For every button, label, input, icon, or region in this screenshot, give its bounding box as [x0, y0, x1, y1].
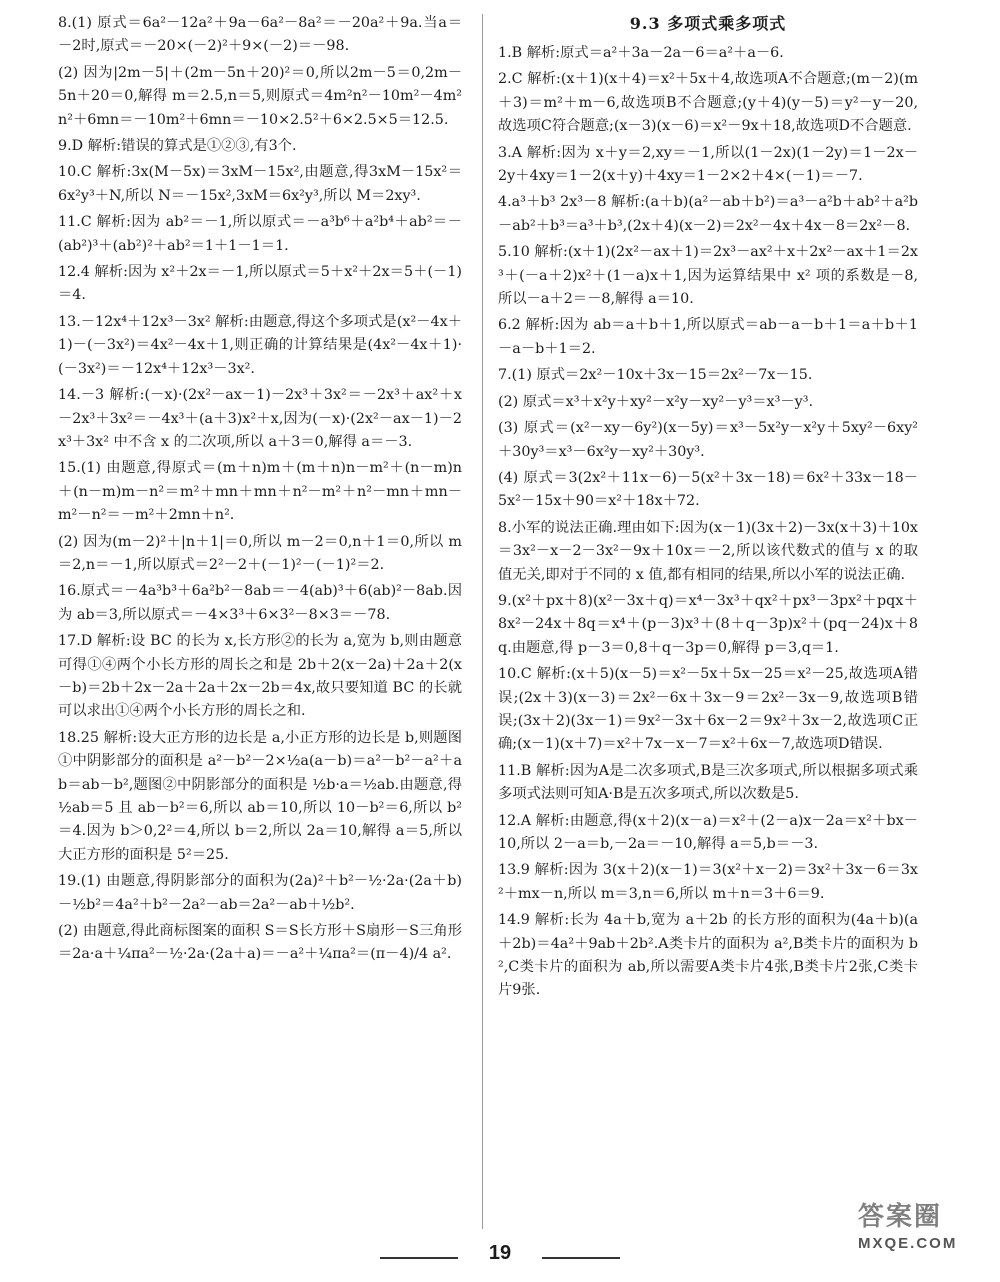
answer-entry: (2) 原式＝x³＋x²y＋xy²－x²y－xy²－y³＝x³－y³.	[498, 393, 813, 410]
footer-rule-right	[542, 1257, 620, 1259]
answer-entry: 10.C 解析:(x＋5)(x－5)＝x²－5x＋5x－25＝x²－25,故选项A错误;(2x＋3)(x－3)＝2x²－6x＋3x－9＝2x²－3x－9,故选项B错误;(3x＋2)(3x－1)＝9x²－3x＋6x－2＝9x²＋3x－2,故选项C正确;(x－1)(x＋7)＝x²＋7x－x－7＝x²＋6x－7,故选项D错误.	[498, 666, 918, 753]
page-footer	[0, 1240, 1000, 1274]
answer-entry: 8.(1) 原式＝6a²－12a²＋9a－6a²－8a²＝－20a²＋9a.当a＝－2时,原式＝－20×(－2)²＋9×(－2)＝－98.	[58, 15, 462, 55]
answer-entry: (2) 因为|2m－5|＋(2m－5n＋20)²＝0,所以2m－5＝0,2m－5n＋20＝0,解得 m＝2.5,n＝5,则原式＝4m²n²－10m²－4m²n²＋6mn＝－10m²＋6mn＝－10×2.5²＋6×2.5×5＝12.5.	[58, 64, 462, 128]
answer-entry: 10.C 解析:3x(M－5x)＝3xM－15x²,由题意,得3xM－15x²＝6x²y³＋N,所以 N＝－15x²,3xM＝6x²y³,所以 M＝2xy³.	[58, 164, 462, 204]
watermark-url: MXQE.COM	[858, 1235, 958, 1252]
answer-entry: (4) 原式＝3(2x²＋11x－6)－5(x²＋3x－18)＝6x²＋33x－18－5x²－15x＋90＝x²＋18x＋72.	[498, 469, 918, 510]
answer-entry: 8.小军的说法正确.理由如下:因为(x－1)(3x＋2)－3x(x＋3)＋10x＝3x²－x－2－3x²－9x＋10x＝－2,所以该代数式的值与 x 的取值无关,即对于不同的 x 值,都有相同的结果,所以小军的说法正确.	[498, 519, 918, 583]
answer-entry: 5.10 解析:(x＋1)(2x²－ax＋1)＝2x³－ax²＋x＋2x²－ax＋1＝2x³＋(－a＋2)x²＋(1－a)x＋1,因为运算结果中 x² 项的系数是－8,所以－a＋2＝－8,解得 a＝10.	[498, 244, 918, 308]
answer-entry: 9.(x²＋px＋8)(x²－3x＋q)＝x⁴－3x³＋qx²＋px³－3px²＋pqx＋8x²－24x＋8q＝x⁴＋(p－3)x³＋(8＋q－3p)x²＋(pq－24)x＋8q.由题意,得 p－3＝0,8＋q－3p＝0,解得 p＝3,q＝1.	[498, 592, 918, 656]
answer-entry: 12.A 解析:由题意,得(x＋2)(x－a)＝x²＋(2－a)x－2a＝x²＋bx－10,所以 2－a＝b,－2a＝－10,解得 a＝5,b＝－3.	[498, 812, 918, 852]
left-column	[58, 12, 462, 970]
right-column	[498, 12, 918, 1006]
answer-entry: 1.B 解析:原式＝a²＋3a－2a－6＝a²＋a－6.	[498, 45, 784, 61]
answer-entry: 14.－3 解析:(－x)·(2x²－ax－1)－2x³＋3x²＝－2x³＋ax²＋x－2x³＋3x²＝－4x³＋(a＋3)x²＋x,因为(－x)·(2x²－ax－1)－2x³＋3x² 中不含 x 的二次项,所以 a＋3＝0,解得 a＝－3.	[58, 387, 462, 450]
answer-entry: 9.D 解析:错误的算式是①②③,有3个.	[58, 138, 297, 155]
answer-entry: 6.2 解析:因为 ab＝a＋b＋1,所以原式＝ab－a－b＋1＝a＋b＋1－a－b＋1＝2.	[498, 317, 918, 357]
answer-entry: 11.B 解析:因为A是二次多项式,B是三次多项式,所以根据多项式乘多项式法则可知A·B是五次多项式,所以次数是5.	[498, 762, 918, 803]
answer-entry: 14.9 解析:长为 4a＋b,宽为 a＋2b 的长方形的面积为(4a＋b)(a＋2b)＝4a²＋9ab＋2b².A类卡片的面积为 a²,B类卡片的面积为 b²,C类卡片的面积为 ab,所以需要A类卡片4张,B类卡片2张,C类卡片9张.	[498, 912, 918, 999]
footer-rule-left	[380, 1257, 458, 1259]
answer-entry: 18.25 解析:设大正方形的边长是 a,小正方形的边长是 b,则题图①中阴影部分的面积是 a²－b²－2×½a(a－b)＝a²－b²－a²＋ab＝ab－b²,题图②中阴影部分的面积是 ½b·a＝½ab.由题意,得 ½ab＝5 且 ab－b²＝6,所以 ab＝10,所以 10－b²＝6,所以 b²＝4.因为 b＞0,2²＝4,所以 b＝2,所以 2a＝10,解得 a＝5,所以大正方形的面积是 5²＝25.	[58, 729, 462, 863]
answer-entry: 19.(1) 由题意,得阴影部分的面积为(2a)²＋b²－½·2a·(2a＋b)－½b²＝4a²＋b²－2a²－ab＝2a²－ab＋½b².	[58, 873, 462, 913]
answer-entry: 2.C 解析:(x＋1)(x＋4)＝x²＋5x＋4,故选项A不合题意;(m－2)(m＋3)＝m²＋m－6,故选项B不合题意;(y＋4)(y－5)＝y²－y－20,故选项C符合题意;(x－3)(x－6)＝x²－9x＋18,故选项D不合题意.	[498, 71, 918, 135]
section-title: 9.3 多项式乘多项式	[629, 14, 787, 33]
answer-entry: (3) 原式＝(x²－xy－6y²)(x－5y)＝x³－5x²y－x²y＋5xy²－6xy²＋30y³＝x³－6x²y－xy²＋30y³.	[498, 420, 918, 460]
answer-entry: 13.9 解析:因为 3(x＋2)(x－1)＝3(x²＋x－2)＝3x²＋3x－6＝3x²＋mx－n,所以 m＝3,n＝6,所以 m＋n＝3＋6＝9.	[498, 862, 918, 902]
answer-entry: 11.C 解析:因为 ab²＝－1,所以原式＝－a³b⁶＋a²b⁴＋ab²＝－(ab²)³＋(ab²)²＋ab²＝1＋1－1＝1.	[58, 214, 462, 254]
answer-entry: 15.(1) 由题意,得原式＝(m＋n)m＋(m＋n)n－m²＋(n－m)n＋(n－m)m－n²＝m²＋mn＋mn＋n²－m²＋n²－mn＋mn－m²－n²＝－m²＋2mn＋n².	[58, 460, 462, 524]
answer-entry: 16.原式＝－4a³b³＋6a²b²－8ab＝－4(ab)³＋6(ab)²－8ab.因为 ab＝3,所以原式＝－4×3³＋6×3²－8×3＝－78.	[58, 583, 462, 623]
answer-entry: (2) 因为(m－2)²＋|n＋1|＝0,所以 m－2＝0,n＋1＝0,所以 m＝2,n＝－1,所以原式＝2²－2＋(－1)²－(－1)²＝2.	[58, 533, 462, 573]
answer-entry: 7.(1) 原式＝2x²－10x＋3x－15＝2x²－7x－15.	[498, 367, 813, 384]
answer-entry: 3.A 解析:因为 x＋y＝2,xy＝－1,所以(1－2x)(1－2y)＝1－2x－2y＋4xy＝1－2(x＋y)＋4xy＝1－2×2＋4×(－1)＝－7.	[498, 144, 918, 185]
column-divider	[482, 14, 483, 1229]
answer-entry: (2) 由题意,得此商标图案的面积 S＝S长方形＋S扇形－S三角形＝2a·a＋¼πa²－½·2a·(2a＋a)＝－a²＋¼πa²＝(π－4)/4 a².	[58, 923, 462, 963]
watermark-logo: 答案圈	[858, 1201, 943, 1231]
answer-entry: 17.D 解析:设 BC 的长为 x,长方形②的长为 a,宽为 b,则由题意可得①④两个小长方形的周长之和是 2b＋2(x－2a)＋2a＋2(x－b)＝2b＋2x－2a＋2a＋2x－2b＝4x,故只要知道 BC 的长就可以求出①④两个小长方形的周长之和.	[58, 633, 462, 720]
answer-entry: 12.4 解析:因为 x²＋2x＝－1,所以原式＝5＋x²＋2x＝5＋(－1)＝4.	[58, 264, 462, 304]
page-number: 19	[488, 1242, 512, 1264]
answer-entry: 13.－12x⁴＋12x³－3x² 解析:由题意,得这个多项式是(x²－4x＋1)－(－3x²)＝4x²－4x＋1,则正确的计算结果是(4x²－4x＋1)·(－3x²)＝－12x⁴＋12x³－3x².	[58, 313, 462, 377]
site-watermark	[858, 1196, 998, 1280]
answer-entry: 4.a³＋b³ 2x³－8 解析:(a＋b)(a²－ab＋b²)＝a³－a²b＋ab²＋a²b－ab²＋b³＝a³＋b³,(2x＋4)(x－2)＝2x²－4x＋4x－8＝2x²－8.	[498, 194, 918, 234]
